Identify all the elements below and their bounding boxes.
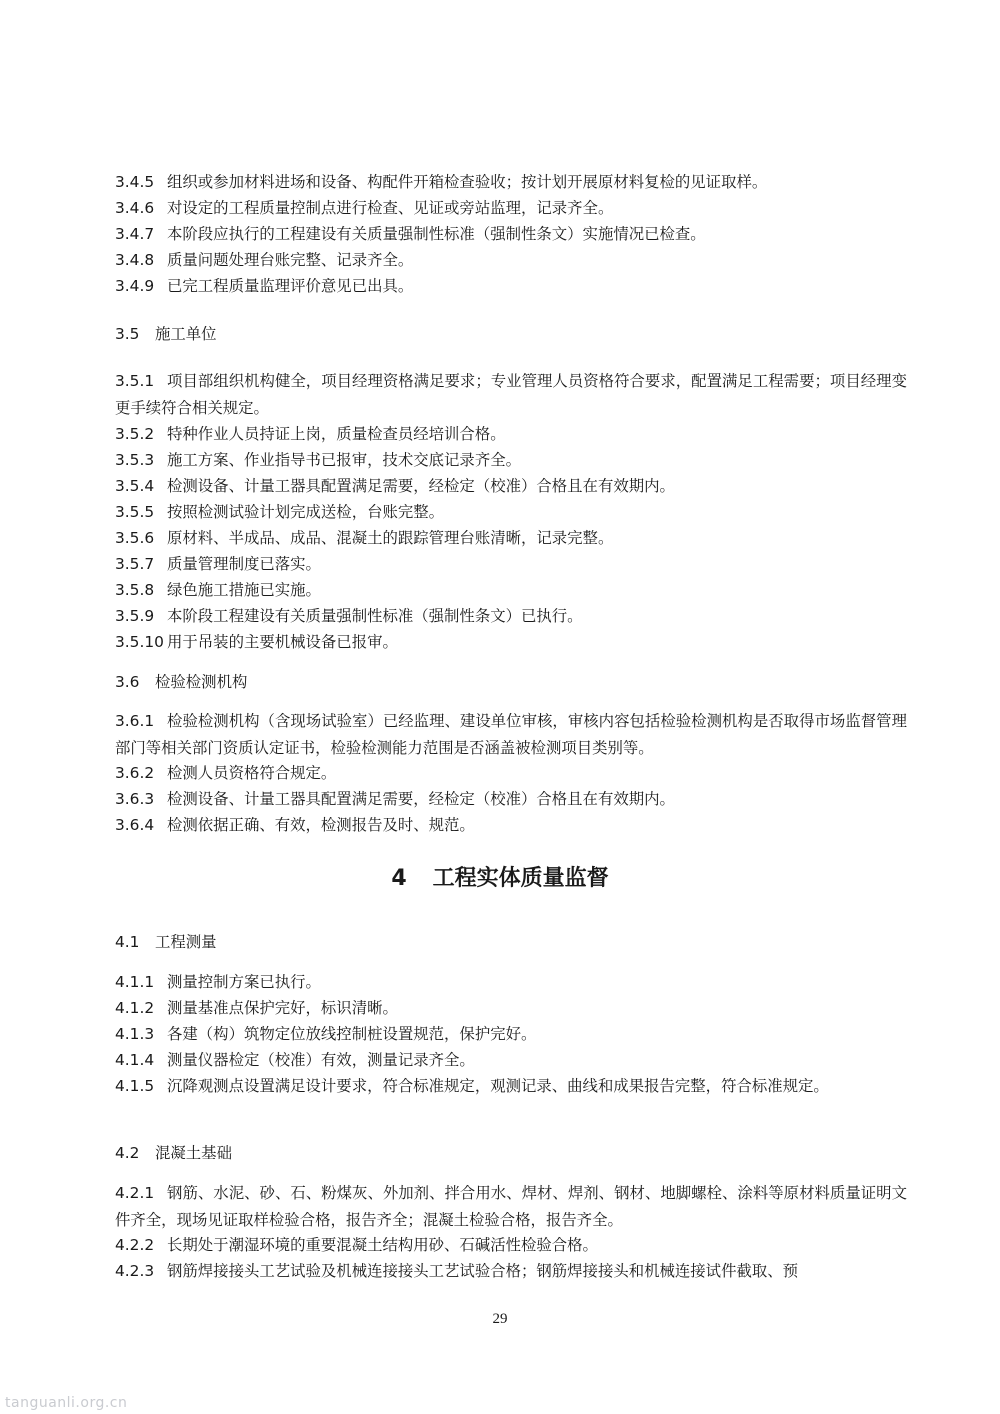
watermark: tanguanli.org.cn (5, 1395, 128, 1411)
clause-3-4-7: 3.4.7 本阶段应执行的工程建设有关质量强制性标准（强制性条文）实施情况已检查。 (115, 225, 706, 243)
clause-3-5-5: 3.5.5 按照检测试验计划完成送检，台账完整。 (115, 503, 445, 521)
clause-3-5-2: 3.5.2 特种作业人员持证上岗，质量检查员经培训合格。 (115, 425, 506, 443)
clause-3-5-4: 3.5.4 检测设备、计量工器具配置满足需要，经检定（校准）合格且在有效期内。 (115, 477, 675, 495)
clause-4-2-1: 4.2.1 钢筋、水泥、砂、石、粉煤灰、外加剂、拌合用水、焊材、焊剂、钢材、地脚螺栓、涂料等原材料质量证明文件齐全，现场见证取样检验合格，报告齐全；混凝土检验合格，报告齐全。 (115, 1184, 907, 1229)
clause-3-4-6: 3.4.6 对设定的工程质量控制点进行检查、见证或旁站监理，记录齐全。 (115, 199, 614, 217)
section-heading-3-5: 3.5 施工单位 (115, 325, 217, 343)
clause-3-5-7: 3.5.7 质量管理制度已落实。 (115, 555, 321, 573)
clause-3-4-9: 3.4.9 已完工程质量监理评价意见已出具。 (115, 277, 414, 295)
clause-3-4-5: 3.4.5 组织或参加材料进场和设备、构配件开箱检查验收；按计划开展原材料复检的见证取样。 (115, 173, 768, 191)
clause-4-1-3: 4.1.3 各建（构）筑物定位放线控制桩设置规范，保护完好。 (115, 1025, 537, 1043)
section-heading-3-6: 3.6 检验检测机构 (115, 673, 248, 691)
clause-3-5-8: 3.5.8 绿色施工措施已实施。 (115, 581, 321, 599)
clause-3-5-1: 3.5.1 项目部组织机构健全，项目经理资格满足要求；专业管理人员资格符合要求，配置满足工程需要；项目经理变更手续符合相关规定。 (115, 372, 907, 417)
clause-3-5-6: 3.5.6 原材料、半成品、成品、混凝土的跟踪管理台账清晰，记录完整。 (115, 529, 614, 547)
clause-3-5-9: 3.5.9 本阶段工程建设有关质量强制性标准（强制性条文）已执行。 (115, 607, 583, 625)
clause-3-4-8: 3.4.8 质量问题处理台账完整、记录齐全。 (115, 251, 414, 269)
chapter-heading-4: 4 工程实体质量监督 (391, 866, 609, 891)
clause-4-2-2: 4.2.2 长期处于潮湿环境的重要混凝土结构用砂、石碱活性检验合格。 (115, 1236, 598, 1254)
clause-4-1-2: 4.1.2 测量基准点保护完好，标识清晰。 (115, 999, 398, 1017)
clause-4-1-5: 4.1.5 沉降观测点设置满足设计要求，符合标准规定，观测记录、曲线和成果报告完整，符合标准规定。 (115, 1077, 829, 1095)
clause-4-1-1: 4.1.1 测量控制方案已执行。 (115, 973, 321, 991)
clause-3-5-3: 3.5.3 施工方案、作业指导书已报审，技术交底记录齐全。 (115, 451, 521, 469)
section-heading-4-1: 4.1 工程测量 (115, 933, 217, 951)
clause-4-1-4: 4.1.4 测量仪器检定（校准）有效，测量记录齐全。 (115, 1051, 475, 1069)
clause-3-6-4: 3.6.4 检测依据正确、有效，检测报告及时、规范。 (115, 816, 475, 834)
clause-4-2-3: 4.2.3 钢筋焊接接头工艺试验及机械连接接头工艺试验合格；钢筋焊接接头和机械连接试件截取、预 (115, 1262, 799, 1280)
clause-3-6-3: 3.6.3 检测设备、计量工器具配置满足需要，经检定（校准）合格且在有效期内。 (115, 790, 675, 808)
section-heading-4-2: 4.2 混凝土基础 (115, 1144, 232, 1162)
page-number: 29 (492, 1311, 508, 1327)
clause-3-6-1: 3.6.1 检验检测机构（含现场试验室）已经监理、建设单位审核，审核内容包括检验检测机构是否取得市场监督管理部门等相关部门资质认定证书，检验检测能力范围是否涵盖被检测项目类别等。 (115, 712, 907, 757)
clause-3-5-10: 3.5.10 用于吊装的主要机械设备已报审。 (115, 633, 398, 651)
clause-3-6-2: 3.6.2 检测人员资格符合规定。 (115, 764, 337, 782)
